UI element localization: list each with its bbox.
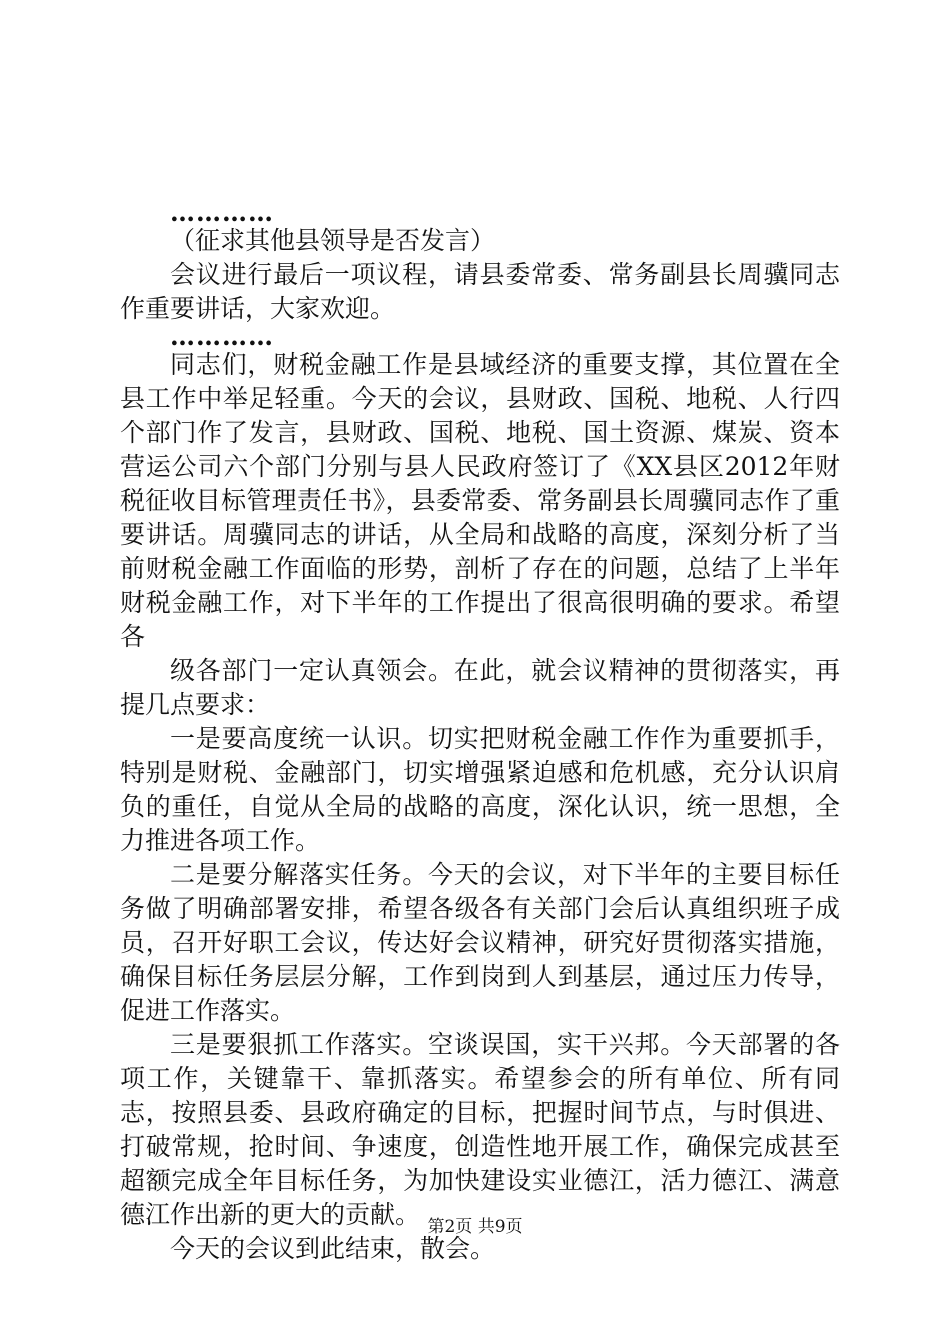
paragraph-requirement-two: 二是要分解落实任务。今天的会议，对下半年的主要目标任务做了明确部署安排，希望各级各有关部门会后认真组织班子成员，召开好职工会议，传达好会议精神，研究好贯彻落实措施，确保目标任务层层分解，工作到岗到人到基层，通过压力传导，促进工作落实。 <box>120 860 840 1025</box>
paragraph-invite-other-leaders: （征求其他县领导是否发言） <box>170 226 496 255</box>
paragraph-requirement-three: 三是要狠抓工作落实。空谈误国，实干兴邦。今天部署的各项工作，关键靠干、靠抓落实。希望参会的所有单位、所有同志，按照县委、县政府确定的目标，把握时间节点，与时俱进、打破常规，抢时间、争速度，创造性地开展工作，确保完成甚至超额完成全年目标任务，为加快建设实业德江，活力德江、满意德江作出新的更大的贡献。 <box>120 1030 840 1229</box>
paragraph-requirement-one: 一是要高度统一认识。切实把财税金融工作作为重要抓手，特别是财税、金融部门，切实增强紧迫感和危机感，充分认识肩负的重任，自觉从全局的战略的高度，深化认识，统一思想，全力推进各项工作。 <box>120 724 840 855</box>
paragraph-closing: 今天的会议到此结束，散会。 <box>170 1234 496 1263</box>
paragraph-final-agenda: 会议进行最后一项议程，请县委常委、常务副县长周骥同志作重要讲话，大家欢迎。 <box>120 260 840 323</box>
paragraph-summary: 同志们，财税金融工作是县域经济的重要支撑，其位置在全县工作中举足轻重。今天的会议，县财政、国税、地税、人行四个部门作了发言，县财政、国税、地税、国土资源、煤炭、资本营运公司六个部门分别与县人民政府签订了《XX县区2012年财税征收目标管理责任书》，县委常委、常务副县长周骥同志作了重要讲话。周骥同志的讲话，从全局和战略的高度，深刻分析了当前财税金融工作面临的形势，剖析了存在的问题，总结了上半年财税金融工作，对下半年的工作提出了很高很明确的要求。希望各 <box>120 350 840 651</box>
page-number-footer: 第2页 共9页 <box>427 1217 523 1237</box>
ellipsis-line: ………… <box>170 322 274 351</box>
document-body <box>120 198 840 1266</box>
ellipsis-line: ………… <box>170 198 274 227</box>
paragraph-requirements-intro: 级各部门一定认真领会。在此，就会议精神的贯彻落实，再提几点要求： <box>120 656 840 719</box>
